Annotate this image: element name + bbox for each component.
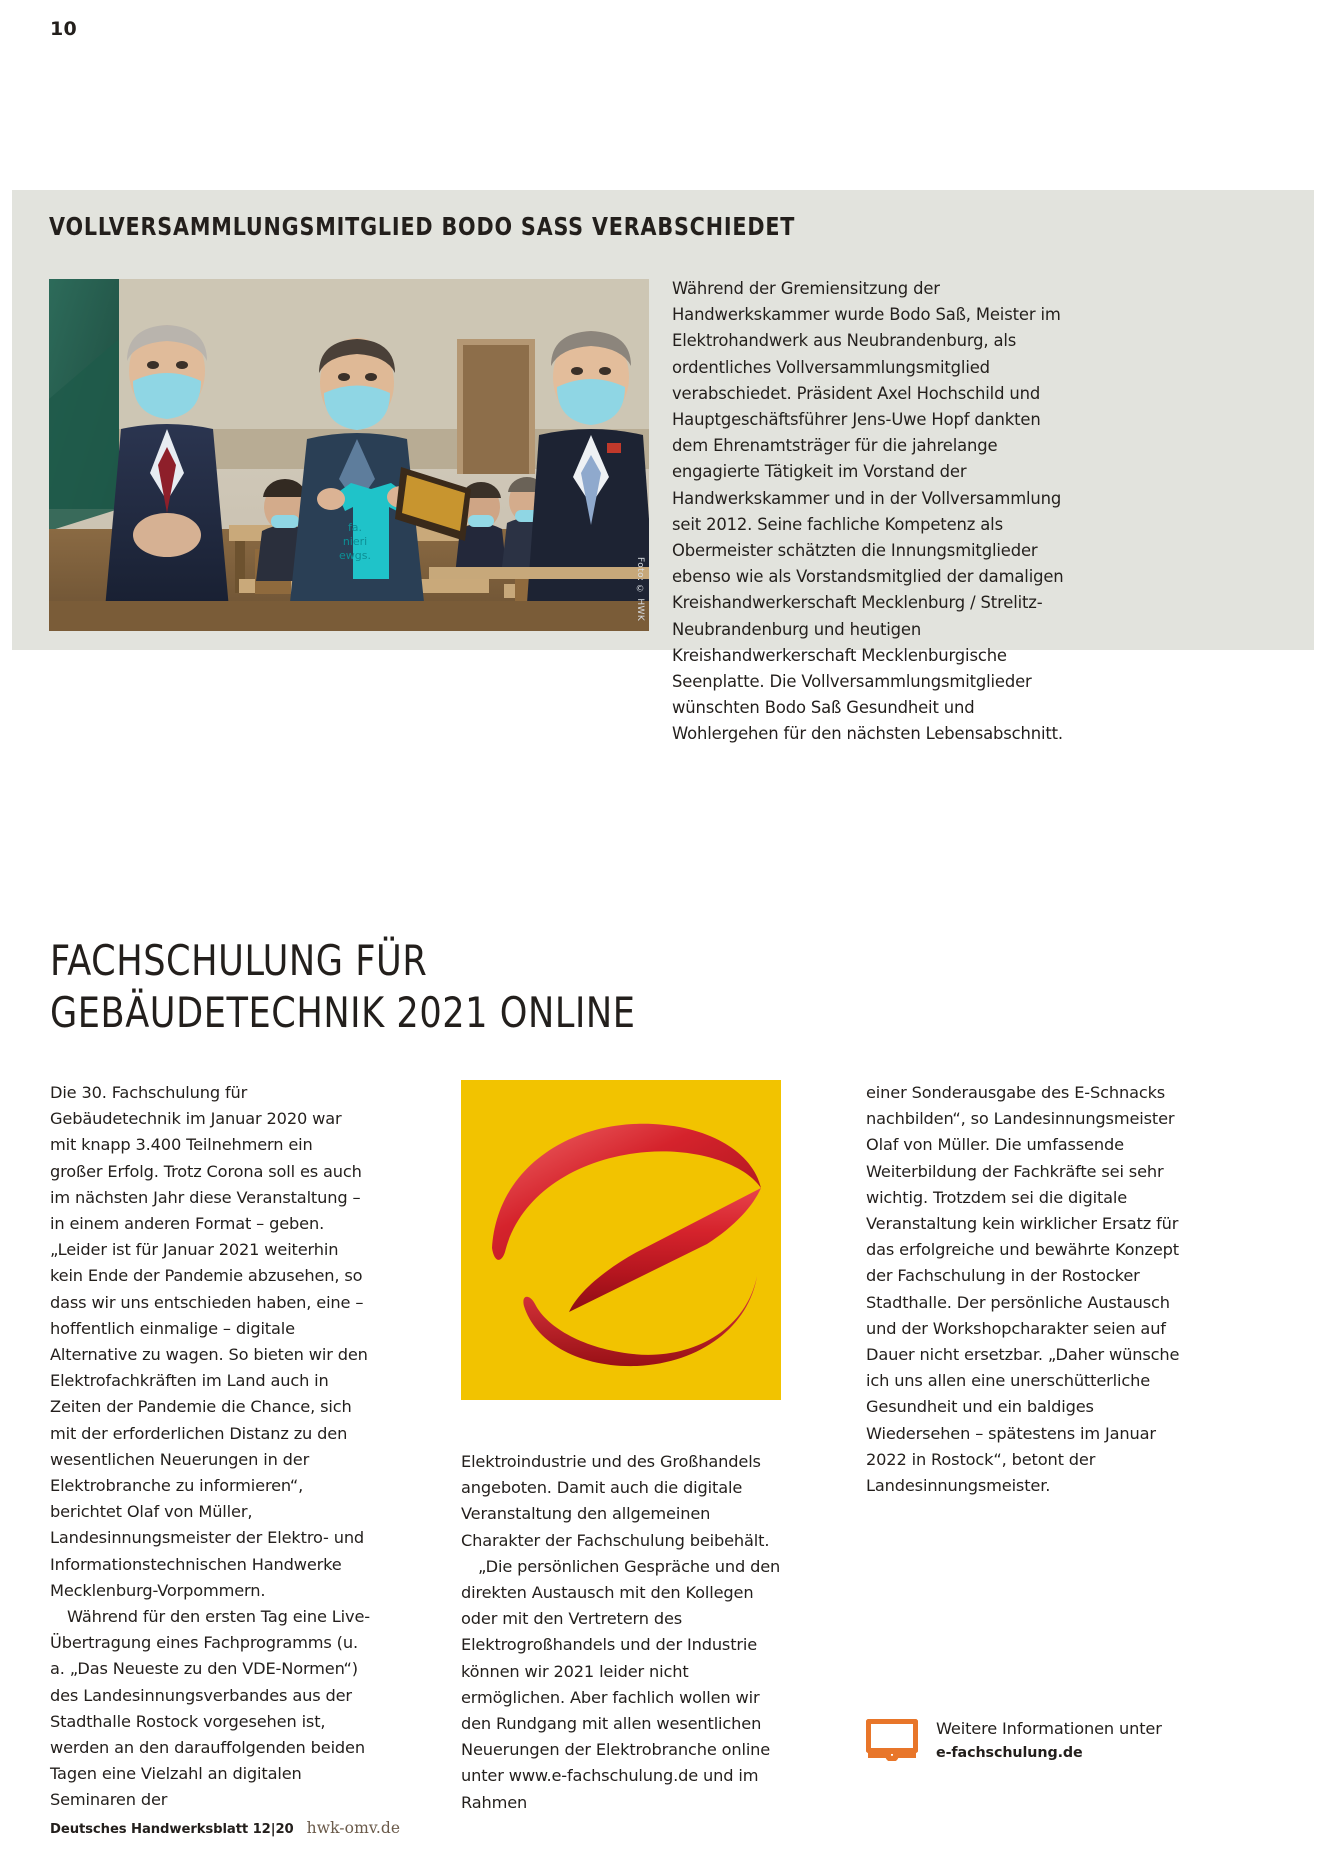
paragraph: einer Sonderausgabe des E-Schnacks nachbilden“, so Landesinnungsmeister Olaf von Müller. Die umfassende Weiterbildung der Fachkräfte sei sehr wichtig. Trotzdem sei die digitale Veranstaltung kein wirklicher Ersatz für das erfolgreiche und bewährte Konzept der Fachschulung in der Rostocker Stadthalle. Der persönliche Austausch und der Workshopcharakter seien auf Dauer nicht ersetzbar. „Daher wünsche ich uns allen eine unerschütterliche Gesundheit und ein baldiges Wiedersehen – spätestens im Januar 2022 in Rostock“, betont der Landesinnungsmeister. xyxy=(866,1083,1180,1496)
article-column-1 xyxy=(50,1080,370,1814)
footer xyxy=(50,1819,400,1837)
paragraph: Während für den ersten Tag eine Live-Übertragung eines Fachprogramms (u. a. „Das Neueste zu den VDE-Normen“) des Landesinnungsverbandes aus der Stadthalle Rostock vorgesehen ist, werden an den darauffolgenden beiden Tagen eine Vielzahl an digitalen Seminaren der xyxy=(50,1607,370,1810)
paragraph: Die 30. Fachschulung für Gebäudetechnik im Januar 2020 war mit knapp 3.400 Teilnehmern ein großer Erfolg. Trotz Corona soll es auch im nächsten Jahr diese Veranstaltung – in einem anderen Format – geben. „Leider ist für Januar 2021 weiterhin kein Ende der Pandemie abzusehen, so dass wir uns entschieden haben, eine – hoffentlich einmalige – digitale Alternative zu wagen. So bieten wir den Elektrofachkräften im Land auch in Zeiten der Pandemie die Chance, sich mit der erforderlichen Distanz zu den wesentlichen Neuerungen in der Elektrobranche zu informieren“, berichtet Olaf von Müller, Landesinnungsmeister der Elektro- und Informationstechnischen Handwerke Mecklenburg-Vorpommern. xyxy=(50,1083,368,1600)
article-column-2 xyxy=(461,1449,781,1816)
photo-credit: Foto: © HWK xyxy=(635,556,645,621)
footer-website[interactable]: hwk-omv.de xyxy=(306,1819,401,1837)
news-block xyxy=(12,190,1314,744)
e-fachschulung-logo xyxy=(461,1080,781,1400)
monitor-icon xyxy=(866,1719,918,1765)
page-number: 10 xyxy=(50,18,78,40)
news-photo-image xyxy=(49,279,649,631)
news-heading: VOLLVERSAMMLUNGSMITGLIED BODO SASS VERABSCHIEDET xyxy=(49,212,796,241)
news-photo xyxy=(49,279,649,631)
paragraph: Elektroindustrie und des Großhandels angeboten. Damit auch die digitale Veranstaltung den allgemeinen Charakter der Fachschulung beibehält. xyxy=(461,1452,770,1550)
article-title: FACHSCHULUNG FÜR GEBÄUDETECHNIK 2021 ONLINE xyxy=(50,936,636,1037)
more-information-note xyxy=(866,1716,1196,1765)
footer-publication: Deutsches Handwerksblatt 12|20 xyxy=(50,1822,294,1837)
article-column-3 xyxy=(866,1080,1191,1499)
info-note-link[interactable]: e-fachschulung.de xyxy=(936,1745,1083,1761)
logo-graphic xyxy=(461,1080,781,1400)
info-note-line1: Weitere Informationen unter xyxy=(936,1719,1162,1738)
paragraph: „Die persönlichen Gespräche und den direkten Austausch mit den Kollegen oder mit den Vertretern des Elektrogroßhandels und der Industrie können wir 2021 leider nicht ermöglichen. Aber fachlich wollen wir den Rundgang mit allen wesentlichen Neuerungen der Elektrobranche online unter www.e-fachschulung.de und im Rahmen xyxy=(461,1556,781,1812)
svg-text:fa.: fa. xyxy=(347,521,363,534)
svg-text:ewgs.: ewgs. xyxy=(339,549,371,562)
news-body-text: Während der Gremiensitzung der Handwerkskammer wurde Bodo Saß, Meister im Elektrohandwerk aus Neubrandenburg, als ordentliches Vollversammlungsmitglied verabschiedet. Präsident Axel Hochschild und Hauptgeschäftsführer Jens-Uwe Hopf dankten dem Ehrenamtsträger für die jahrelange engagierte Tätigkeit im Vorstand der Handwerkskammer und in der Vollversammlung seit 2012. Seine fachliche Kompetenz als Obermeister schätzten die Innungsmitglieder ebenso wie als Vorstandsmitglied der damaligen Kreishandwerkerschaft Mecklenburg / Strelitz-Neubrandenburg und heutigen Kreishandwerkerschaft Mecklenburgische Seenplatte. Die Vollversammlungsmitglieder wünschten Bodo Saß Gesundheit und Wohlergehen für den nächsten Lebensabschnitt. xyxy=(672,279,1064,744)
svg-text:nieri: nieri xyxy=(342,535,368,548)
